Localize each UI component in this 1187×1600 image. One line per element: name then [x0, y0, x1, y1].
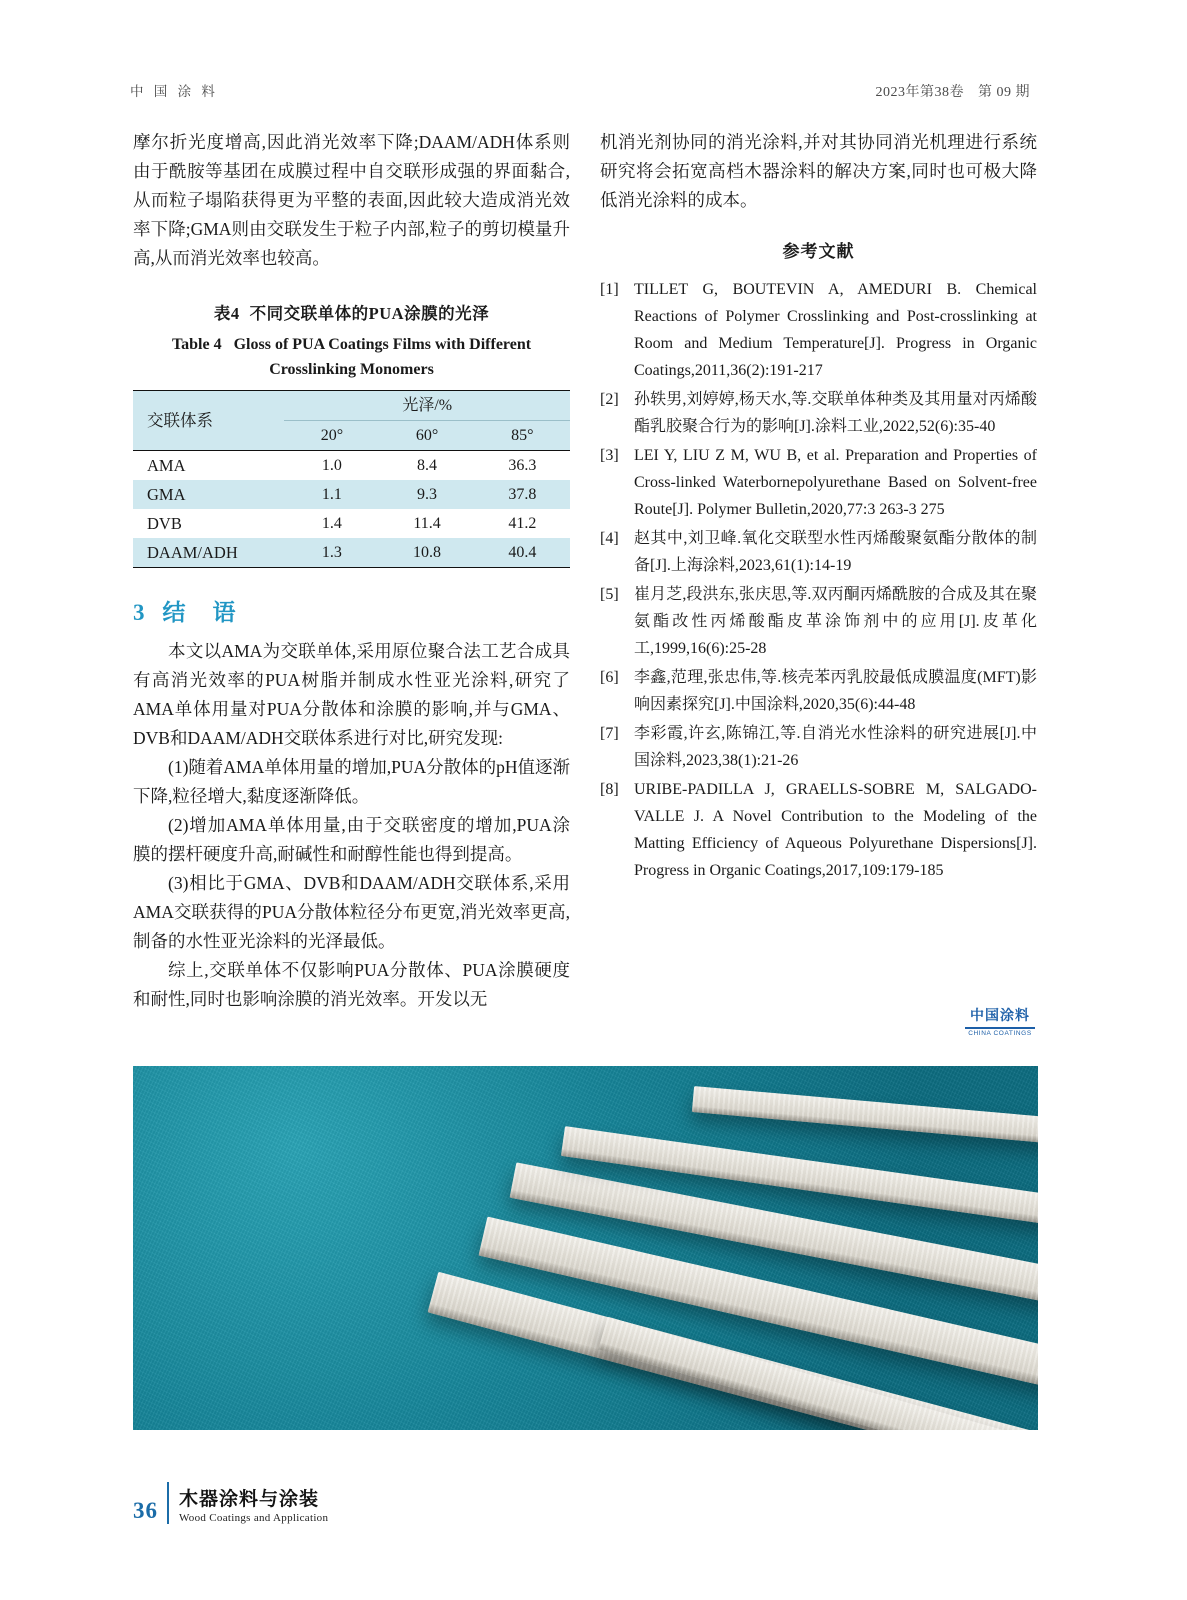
cell-20deg: 1.3 — [284, 538, 379, 568]
table-row — [133, 451, 570, 481]
left-continuation-paragraph: 摩尔折光度增高,因此消光效率下降;DAAM/ADH体系则由于酰胺等基团在成膜过程中自交联形成强的界面黏合,从而粒子塌陷获得更为平整的表面,因此较大造成消光效率下降;GMA则由交联发生于粒子内部,粒子的剪切模量升高,从而消光效率也较高。 — [133, 132, 570, 268]
cell-60deg: 11.4 — [379, 509, 474, 538]
logo-en-text: CHINA COATINGS — [968, 1030, 1032, 1037]
col-header-20deg: 20° — [284, 421, 379, 451]
table-caption-en-number: Table 4 — [171, 336, 222, 353]
reference-text: 李彩霞,许玄,陈锦江,等.自消光水性涂料的研究进展[J].中国涂料,2023,38(1):21-26 — [634, 725, 1037, 769]
reference-number: [2] — [600, 391, 619, 408]
reference-text: 崔月芝,段洪东,张庆思,等.双丙酮丙烯酰胺的合成及其在聚氨酯改性丙烯酸酯皮革涂饰剂中的应用[J].皮革化工,1999,16(6):25-28 — [634, 586, 1037, 657]
reference-item — [600, 525, 1037, 579]
reference-item — [600, 664, 1037, 718]
running-head-issue — [876, 81, 1031, 101]
conclusion-paragraph-5: 综上,交联单体不仅影响PUA分散体、PUA涂膜硬度和耐性,同时也影响涂膜的消光效率。开发以无 — [133, 960, 570, 1009]
section-number: 3 — [133, 600, 147, 625]
section-title: 结 语 — [162, 600, 238, 625]
conclusion-paragraph-1: 本文以AMA为交联单体,采用原位聚合法工艺合成具有高消光效率的PUA树脂并制成水性亚光涂料,研究了AMA单体用量对PUA分散体和涂膜的影响,并与GMA、DVB和DAAM/ADH交联体系进行对比,研究发现: — [133, 641, 570, 748]
reference-item — [600, 276, 1037, 384]
right-column — [600, 128, 1037, 886]
reference-text: 孙轶男,刘婷婷,杨天水,等.交联单体种类及其用量对丙烯酸酯乳胶聚合行为的影响[J].涂料工业,2022,52(6):35-40 — [634, 391, 1037, 435]
table-row — [133, 538, 570, 568]
cell-system: AMA — [133, 451, 284, 481]
col-header-gloss-group: 光泽/% — [284, 391, 570, 421]
issue-number: 第 09 期 — [978, 85, 1030, 100]
cell-20deg: 1.0 — [284, 451, 379, 481]
reference-text: 李鑫,范理,张忠伟,等.核壳苯丙乳胶最低成膜温度(MFT)影响因素探究[J].中国涂料,2020,35(6):44-48 — [634, 669, 1037, 713]
conclusion-paragraph-2: (1)随着AMA单体用量的增加,PUA分散体的pH值逐渐下降,粒径增大,黏度逐渐降低。 — [133, 757, 571, 806]
right-continuation-paragraph: 机消光剂协同的消光涂料,并对其协同消光机理进行系统研究将会拓宽高档木器涂料的解决方案,同时也可极大降低消光涂料的成本。 — [600, 132, 1037, 210]
reference-number: [8] — [600, 781, 619, 798]
table-caption-cn-text: 不同交联单体的PUA涂膜的光泽 — [249, 304, 490, 323]
cell-system: GMA — [133, 480, 284, 509]
reference-item — [600, 386, 1037, 440]
reference-number: [7] — [600, 725, 619, 742]
cell-85deg: 36.3 — [475, 451, 570, 481]
page-number: 36 — [133, 1498, 158, 1523]
conclusion-paragraph-3: (2)增加AMA单体用量,由于交联密度的增加,PUA涂膜的摆杆硬度升高,耐碱性和耐醇性能也得到提高。 — [133, 815, 570, 864]
logo-cn-text: 中国涂料 — [970, 1008, 1030, 1024]
cell-system: DVB — [133, 509, 284, 538]
footer-divider — [167, 1482, 169, 1524]
references-heading: 参考文献 — [782, 242, 855, 261]
reference-text: LEI Y, LIU Z M, WU B, et al. Preparation and Properties of Cross-linked Waterbornepolyurethane Based on Solvent-free Route[J]. Polymer Bulletin,2020,77:3 263-3 275 — [634, 447, 1037, 518]
reference-item — [600, 581, 1037, 662]
table-row — [133, 480, 570, 509]
cell-60deg: 10.8 — [379, 538, 474, 568]
table-4 — [133, 299, 570, 568]
page-footer — [133, 1482, 328, 1524]
cell-20deg: 1.1 — [284, 480, 379, 509]
col-header-60deg: 60° — [379, 421, 474, 451]
reference-item — [600, 720, 1037, 774]
reference-item — [600, 776, 1037, 884]
cell-20deg: 1.4 — [284, 509, 379, 538]
section-heading-conclusion — [133, 598, 570, 627]
col-header-85deg: 85° — [475, 421, 570, 451]
running-head — [130, 80, 1030, 101]
footer-section-cn: 木器涂料与涂装 — [179, 1488, 320, 1510]
china-coatings-logo — [965, 1005, 1035, 1037]
cell-85deg: 41.2 — [475, 509, 570, 538]
table-caption-en — [133, 332, 570, 382]
table-caption-en-text: Gloss of PUA Coatings Films with Different Crosslinking Monomers — [233, 336, 532, 378]
decorative-photo — [133, 1066, 1038, 1430]
footer-section — [179, 1484, 328, 1524]
logo-rule — [965, 1027, 1035, 1029]
left-column — [133, 128, 570, 1014]
reference-text: TILLET G, BOUTEVIN A, AMEDURI B. Chemical Reactions of Polymer Crosslinking and Post-crosslinking at Room and Medium Temperature[J]. Progress in Organic Coatings,2011,36(2):191-217 — [634, 281, 1037, 379]
reference-number: [5] — [600, 586, 619, 603]
cell-85deg: 40.4 — [475, 538, 570, 568]
reference-text: 赵其中,刘卫峰.氧化交联型水性丙烯酸聚氨酯分散体的制备[J].上海涂料,2023,61(1):14-19 — [634, 530, 1037, 574]
table-row — [133, 509, 570, 538]
reference-text: URIBE-PADILLA J, GRAELLS-SOBRE M, SALGADO-VALLE J. A Novel Contribution to the Modeling of the Matting Efficiency of Aqueous Polyurethane Dispersions[J]. Progress in Organic Coatings,2017,109:179-185 — [634, 781, 1037, 879]
conclusion-paragraph-4: (3)相比于GMA、DVB和DAAM/ADH交联体系,采用AMA交联获得的PUA分散体粒径分布更宽,消光效率更高,制备的水性亚光涂料的光泽最低。 — [133, 873, 570, 951]
cell-system: DAAM/ADH — [133, 538, 284, 568]
col-header-system: 交联体系 — [133, 391, 284, 451]
reference-number: [4] — [600, 530, 619, 547]
reference-number: [3] — [600, 447, 619, 464]
reference-number: [6] — [600, 669, 619, 686]
cell-60deg: 8.4 — [379, 451, 474, 481]
reference-item — [600, 442, 1037, 523]
table-caption-cn-number: 表4 — [213, 304, 240, 323]
cell-60deg: 9.3 — [379, 480, 474, 509]
cell-85deg: 37.8 — [475, 480, 570, 509]
footer-section-en: Wood Coatings and Application — [179, 1512, 329, 1524]
reference-number: [1] — [600, 281, 619, 298]
running-head-journal: 中 国 涂 料 — [130, 84, 218, 100]
gloss-table — [133, 390, 570, 568]
table-caption-cn — [133, 299, 570, 328]
issue-year: 2023年第38卷 — [875, 85, 964, 100]
